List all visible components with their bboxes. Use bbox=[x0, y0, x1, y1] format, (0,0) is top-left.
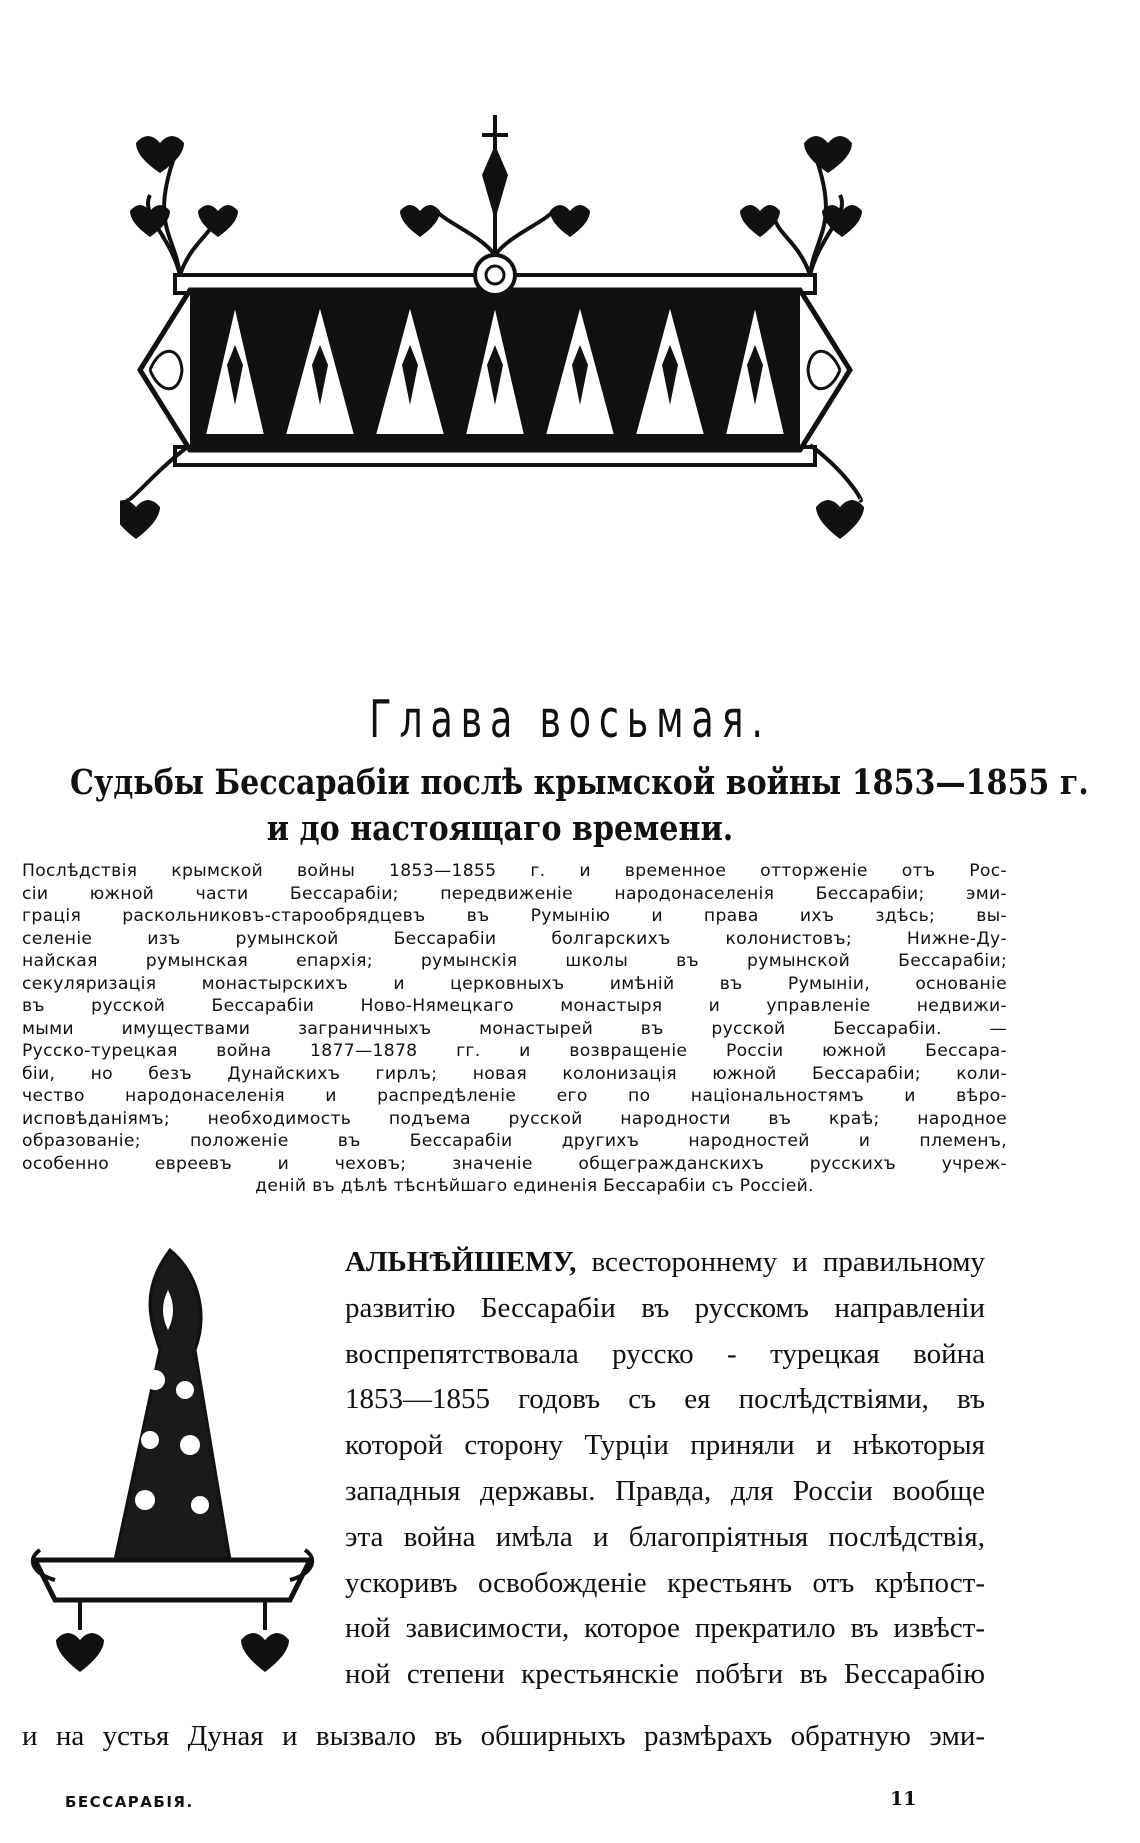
summary-line: селеніе изъ румынской Бессарабіи болгарскихъ колонистовъ; Нижне-Ду- bbox=[22, 928, 1007, 949]
chapter-title-line-1: Судьбы Бессарабіи послѣ крымской войны 1853—1855 г. bbox=[70, 762, 1089, 803]
summary-line: образованіе; положеніе въ Бессарабіи другихъ народностей и племенъ, bbox=[22, 1131, 1007, 1151]
body-line: которой сторону Турціи приняли и нѣкоторыя bbox=[345, 1429, 985, 1462]
chapter-summary bbox=[22, 860, 1007, 1198]
summary-line: въ русской Бессарабіи Ново-Нямецкаго монастыря и управленіе недвижи- bbox=[22, 996, 1007, 1016]
summary-line: чество народонаселенія и распредѣленіе его по національностямъ и вѣро- bbox=[22, 1086, 1007, 1106]
chapter-label: Глава восьмая. bbox=[369, 690, 771, 750]
summary-line: деній въ дѣлѣ тѣснѣйшаго единенія Бессарабіи съ Россіей. bbox=[255, 1176, 814, 1196]
body-line-1-rest: всестороннему и правильному bbox=[576, 1246, 985, 1278]
body-line: эта война имѣла и благопріятныя послѣдствія, bbox=[345, 1520, 985, 1553]
body-paragraph bbox=[345, 1240, 985, 1698]
summary-line: Русско-турецкая война 1877—1878 гг. и возвращеніе Россіи южной Бессара- bbox=[22, 1041, 1007, 1061]
summary-line: особенно евреевъ и чеховъ; значеніе общегражданскихъ русскихъ учреж- bbox=[22, 1153, 1007, 1174]
summary-line: мыми имуществами заграничныхъ монастырей въ русской Бессарабіи. — bbox=[22, 1018, 1007, 1039]
body-line: ускоривъ освобожденіе крестьянъ отъ крѣпост- bbox=[345, 1566, 985, 1599]
summary-line: найская румынская епархія; румынскія школы въ румынской Бессарабіи; bbox=[22, 951, 1007, 971]
ornamental-headpiece bbox=[120, 115, 880, 635]
summary-line: сіи южной части Бессарабіи; передвиженіе народонаселенія Бессарабіи; эми- bbox=[22, 883, 1007, 904]
body-last-line: и на устья Дуная и вызвало въ обширныхъ размѣрахъ обратную эми- bbox=[22, 1720, 985, 1752]
summary-line: Послѣдствія крымской войны 1853—1855 г. и временное отторженіе отъ Рос- bbox=[22, 861, 1007, 881]
body-line: ной зависимости, которое прекратило въ извѣст- bbox=[345, 1612, 985, 1645]
summary-line: грація раскольниковъ-старообрядцевъ въ Румынію и права ихъ здѣсь; вы- bbox=[22, 906, 1007, 926]
chapter-title-line-2: и до настоящаго времени. bbox=[266, 808, 734, 849]
decorated-initial bbox=[20, 1230, 325, 1760]
summary-line: біи, но безъ Дунайскихъ гирлъ; новая колонизація южной Бессарабіи; коли- bbox=[22, 1063, 1007, 1084]
running-head: БЕССАРАБІЯ. bbox=[65, 1793, 194, 1811]
lead-word: АЛЬНѢЙШЕМУ, bbox=[345, 1246, 577, 1278]
page-number: 11 bbox=[890, 1788, 917, 1810]
body-line: воспрепятствовала русско - турецкая война bbox=[345, 1337, 985, 1370]
body-line bbox=[345, 1240, 985, 1286]
body-line: западныя державы. Правда, для Россіи вообще bbox=[345, 1474, 985, 1507]
summary-line: исповѣданіямъ; необходимость подъема русской народности въ краѣ; народное bbox=[22, 1108, 1007, 1129]
summary-line: секуляризація монастырскихъ и церковныхъ имѣній въ Румыніи, основаніе bbox=[22, 973, 1007, 994]
body-line: развитію Бессарабіи въ русскомъ направленіи bbox=[345, 1291, 985, 1324]
body-line: 1853—1855 годовъ съ ея послѣдствіями, въ bbox=[345, 1383, 985, 1416]
body-line: ной степени крестьянскіе побѣги въ Бессарабію bbox=[345, 1658, 985, 1691]
